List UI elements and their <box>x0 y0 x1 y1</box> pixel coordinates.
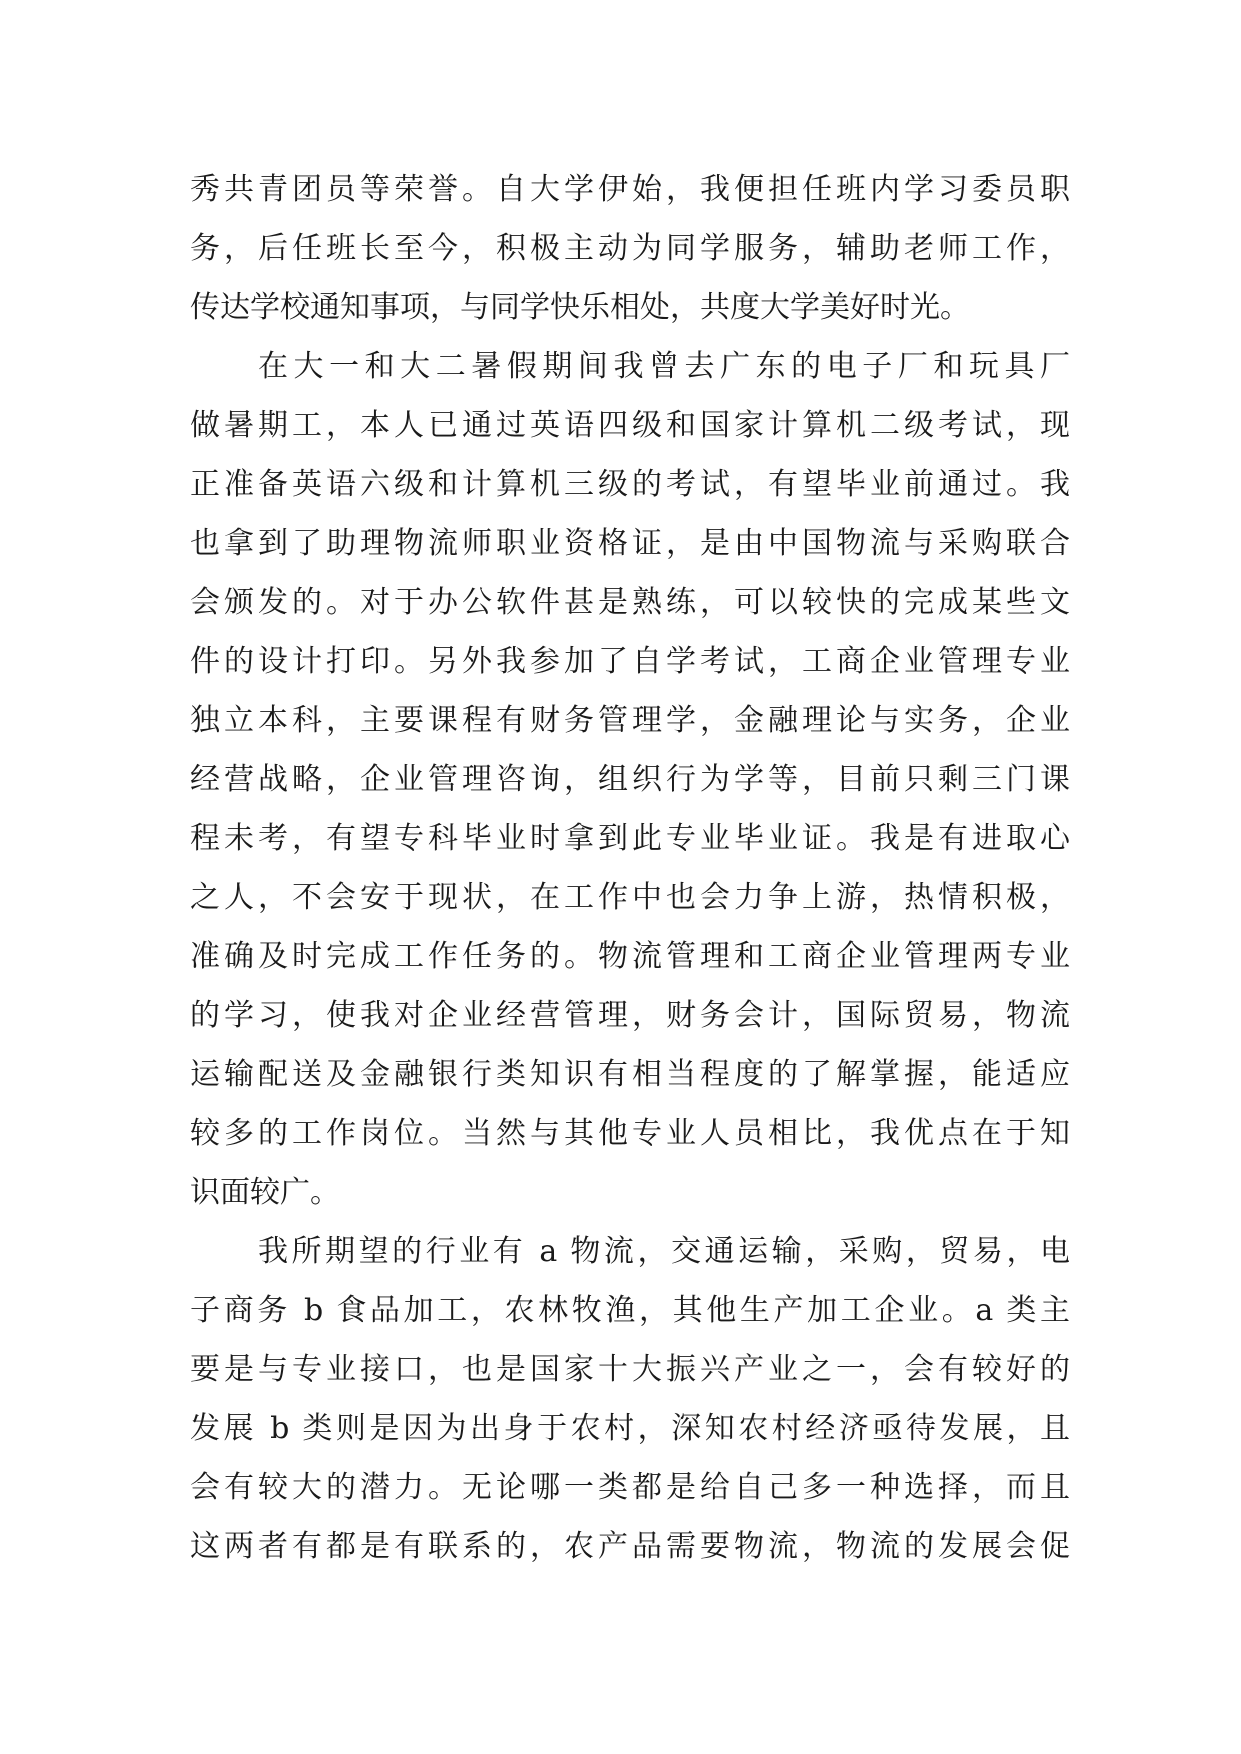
text-line: 要是与专业接口，也是国家十大振兴产业之一，会有较好的 <box>190 1352 1070 1387</box>
text-line: 正准备英语六级和计算机三级的考试，有望毕业前通过。我 <box>190 467 1070 502</box>
text-line: 件的设计打印。另外我参加了自学考试，工商企业管理专业 <box>190 644 1070 679</box>
text-line: 也拿到了助理物流师职业资格证，是由中国物流与采购联合 <box>190 526 1070 561</box>
text-line: 的学习，使我对企业经营管理，财务会计，国际贸易，物流 <box>190 998 1070 1033</box>
text-line: 独立本科，主要课程有财务管理学，金融理论与实务，企业 <box>190 703 1070 738</box>
text-line: 子商务 b 食品加工，农林牧渔，其他生产加工企业。a 类主 <box>190 1293 1070 1328</box>
text-line: 做暑期工，本人已通过英语四级和国家计算机二级考试，现 <box>190 408 1070 443</box>
text-line: 传达学校通知事项，与同学快乐相处，共度大学美好时光。 <box>190 290 970 325</box>
paragraph-honors <box>190 160 1070 337</box>
text-line: 之人，不会安于现状，在工作中也会力争上游，热情积极， <box>190 880 1070 915</box>
text-line: 较多的工作岗位。当然与其他专业人员相比，我优点在于知 <box>190 1116 1070 1151</box>
text-line: 在大一和大二暑假期间我曾去广东的电子厂和玩具厂 <box>258 349 1070 384</box>
text-line: 识面较广。 <box>190 1175 340 1210</box>
text-line: 经营战略，企业管理咨询，组织行为学等，目前只剩三门课 <box>190 762 1070 797</box>
text-line: 我所期望的行业有 a 物流，交通运输，采购，贸易，电 <box>258 1234 1070 1269</box>
text-line: 准确及时完成工作任务的。物流管理和工商企业管理两专业 <box>190 939 1070 974</box>
text-line: 会颁发的。对于办公软件甚是熟练，可以较快的完成某些文 <box>190 585 1070 620</box>
text-line: 发展 b 类则是因为出身于农村，深知农村经济亟待发展，且 <box>190 1411 1070 1446</box>
paragraph-experience <box>190 337 1070 1222</box>
body-text <box>190 160 1070 1576</box>
text-line: 务，后任班长至今，积极主动为同学服务，辅助老师工作， <box>190 231 1070 266</box>
paragraph-industries <box>190 1222 1070 1576</box>
text-line: 秀共青团员等荣誉。自大学伊始，我便担任班内学习委员职 <box>190 172 1070 207</box>
text-line: 这两者有都是有联系的，农产品需要物流，物流的发展会促 <box>190 1529 1070 1564</box>
text-line: 运输配送及金融银行类知识有相当程度的了解掌握，能适应 <box>190 1057 1070 1092</box>
text-line: 会有较大的潜力。无论哪一类都是给自己多一种选择，而且 <box>190 1470 1070 1505</box>
text-line: 程未考，有望专科毕业时拿到此专业毕业证。我是有进取心 <box>190 821 1070 856</box>
